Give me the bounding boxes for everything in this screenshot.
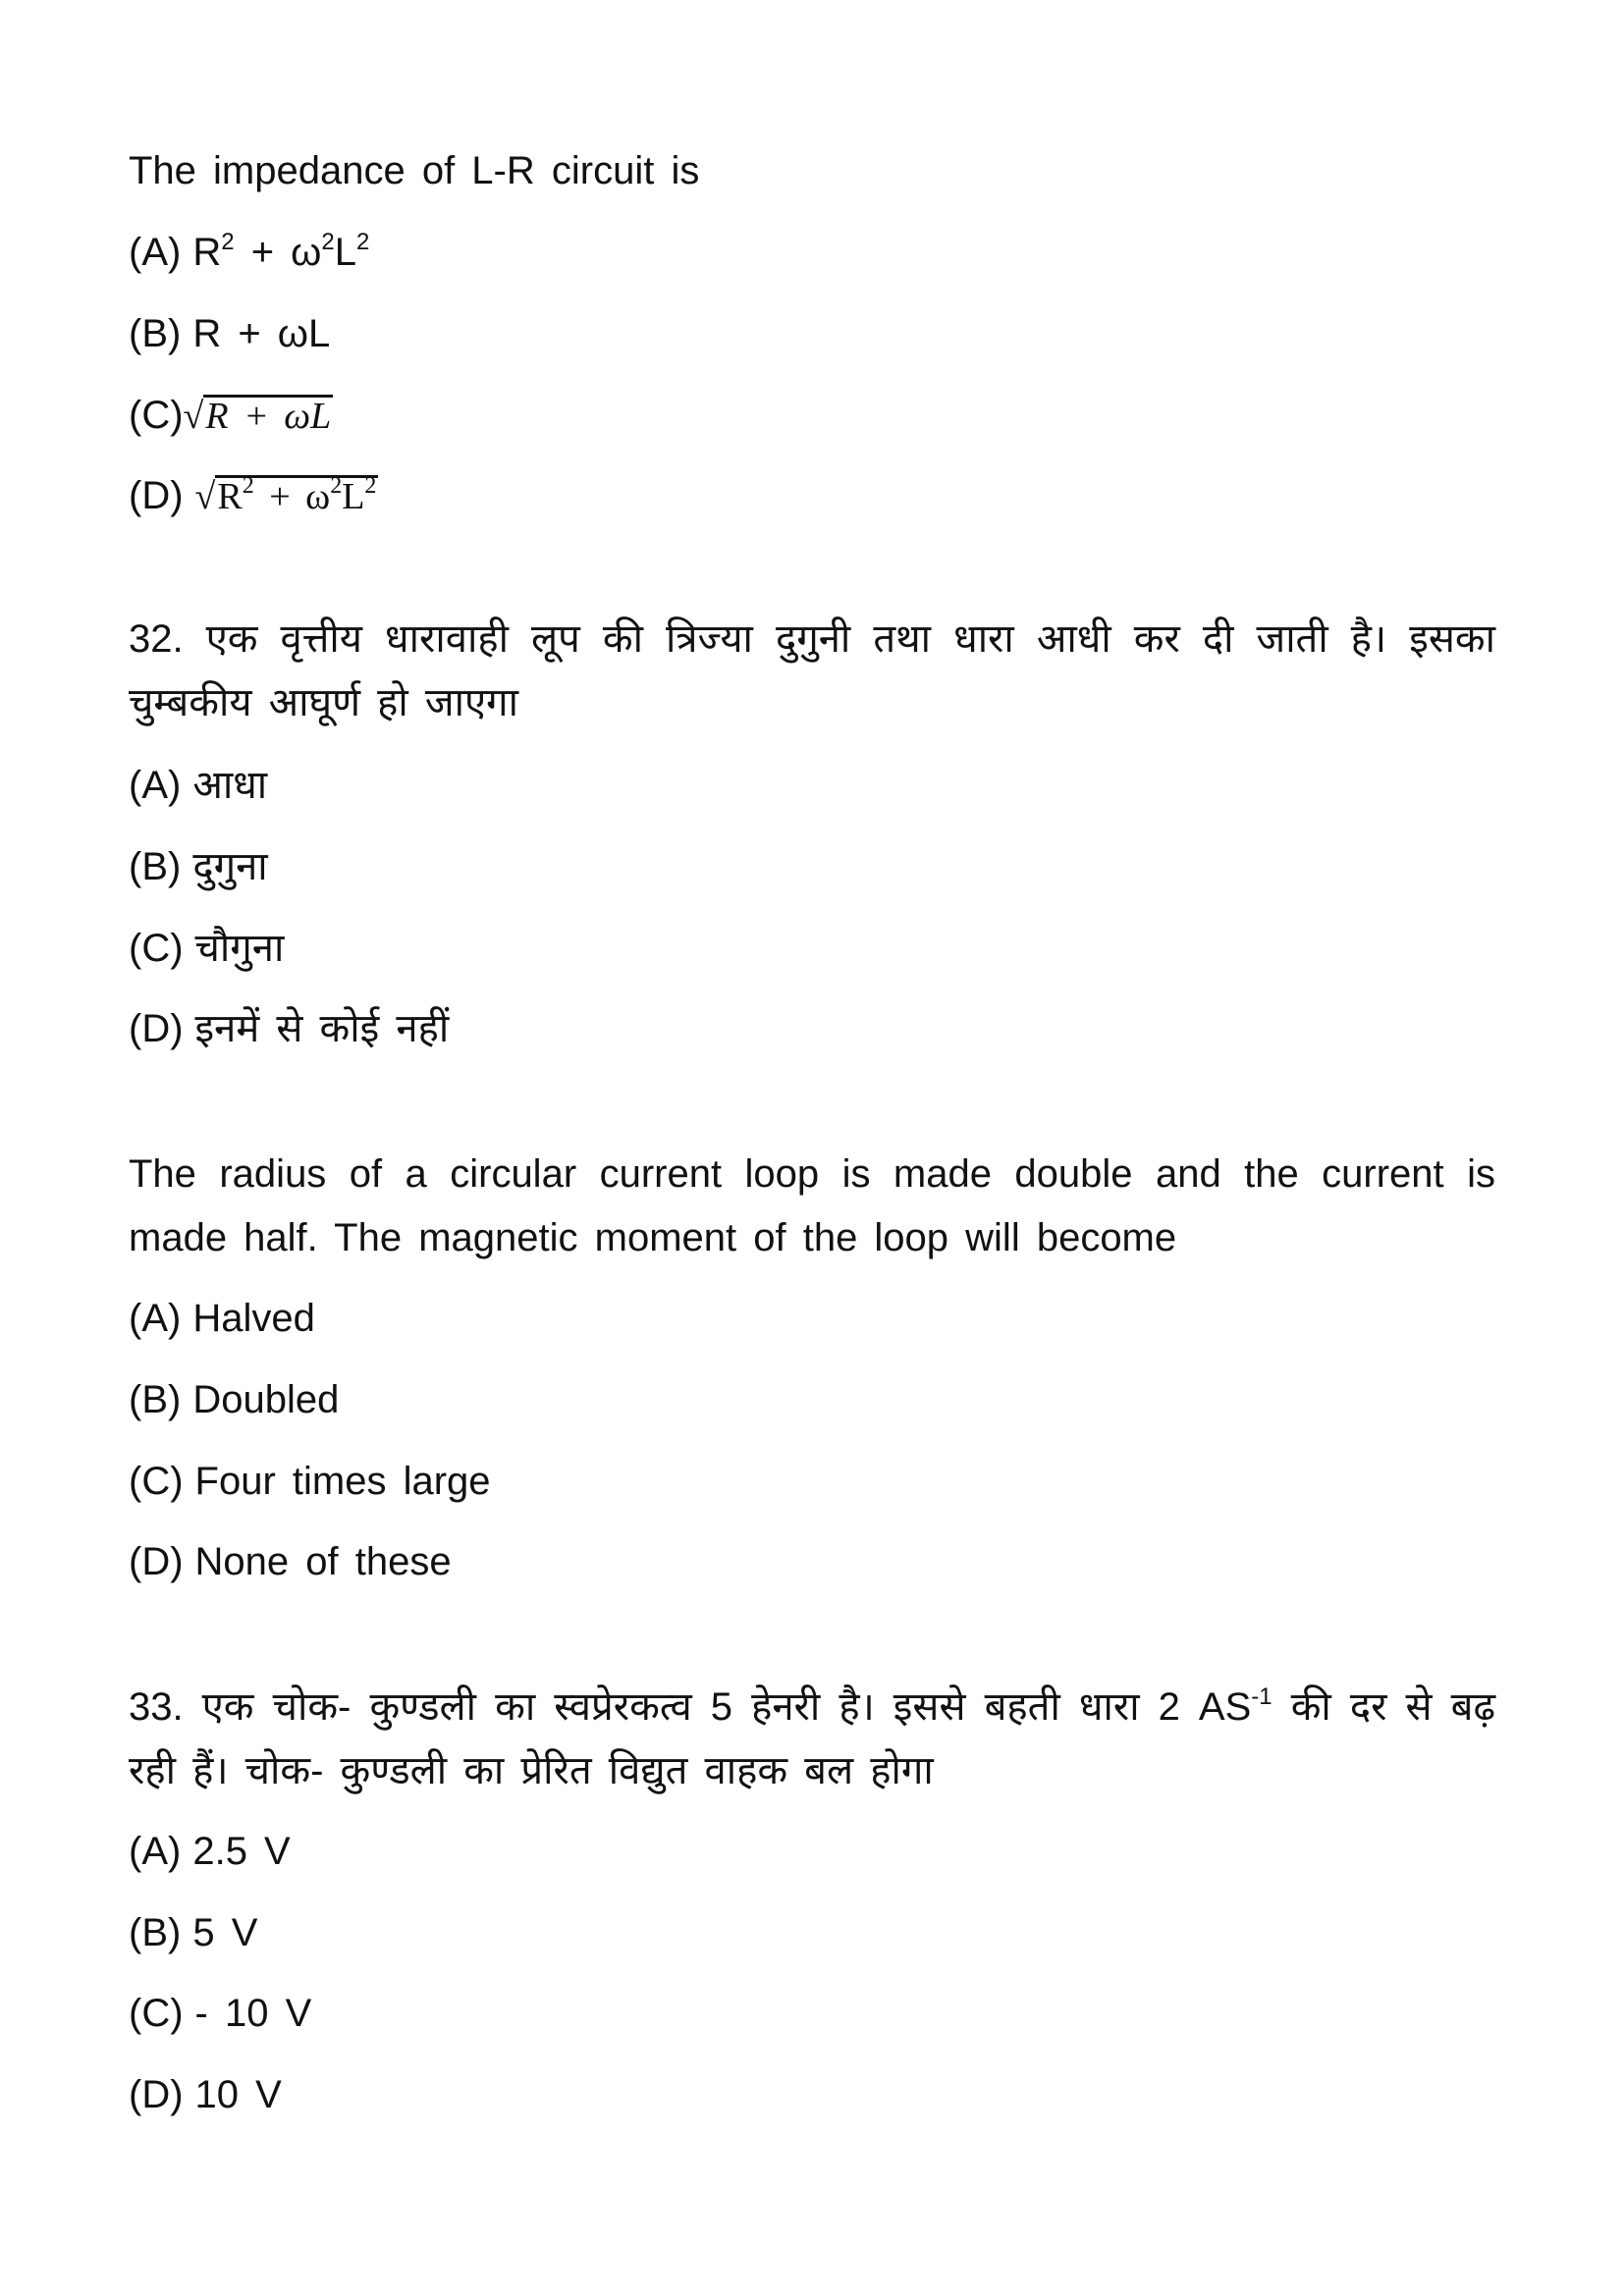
option-text: None of these — [194, 1540, 452, 1583]
option-label: (B) — [129, 845, 182, 888]
option-d — [129, 1005, 449, 1052]
math-term: L — [342, 476, 365, 517]
option-text: R + ωL — [205, 396, 332, 437]
superscript: 2 — [221, 229, 235, 255]
option-label: (C) — [129, 394, 184, 437]
option-a — [129, 762, 267, 809]
option-label: (D) — [129, 2073, 184, 2116]
math-term: + ω — [253, 476, 331, 517]
question-q32-hi: 32. एक वृत्तीय धारावाही लूप की त्रिज्या दुगुनी तथा धारा आधी कर दी जाती है। इसका चुम्बकीय आघूर्ण हो जाएगा — [129, 617, 1495, 724]
question-q33-hi — [129, 1676, 1495, 1803]
radicand — [215, 475, 378, 515]
superscript: 2 — [364, 473, 377, 499]
option-d — [129, 472, 378, 520]
superscript: -1 — [1251, 1683, 1272, 1710]
option-label: (A) — [129, 1830, 182, 1873]
option-d — [129, 1538, 452, 1585]
option-label: (C) — [129, 927, 184, 970]
option-c — [129, 1990, 311, 2037]
option-b — [129, 1909, 257, 1956]
option-label: (A) — [129, 231, 182, 274]
question-q32-en: The radius of a circular current loop is made double and the current is made half. The magnetic moment of the loop will become — [129, 1152, 1495, 1259]
option-text: 2.5 V — [192, 1830, 291, 1873]
option-text: - 10 V — [194, 1992, 312, 2035]
option-label: (B) — [129, 312, 182, 355]
option-text: 5 V — [192, 1911, 258, 1954]
question-text: की दर से बढ़ रही हैं। चोक- कुण्डली का प्रेरित विद्युत वाहक बल होगा — [129, 1685, 1495, 1792]
math-term: R — [192, 231, 222, 274]
question-q31-en: The impedance of L-R circuit is — [129, 149, 700, 192]
superscript: 2 — [356, 229, 370, 255]
option-b — [129, 1376, 339, 1423]
superscript: 2 — [330, 473, 343, 499]
option-text: 10 V — [194, 2073, 282, 2116]
option-label: (A) — [129, 764, 182, 807]
math-term: L — [334, 231, 357, 274]
option-label: (C) — [129, 1460, 184, 1503]
option-text: Halved — [192, 1297, 315, 1340]
sqrt-icon: √ — [183, 396, 204, 437]
math-term: + ω — [234, 231, 322, 274]
option-d — [129, 2071, 282, 2118]
option-b — [129, 310, 330, 357]
option-text: दुगुना — [192, 845, 268, 888]
option-a — [129, 229, 369, 276]
superscript: 2 — [242, 473, 254, 499]
option-label: (B) — [129, 1911, 182, 1954]
option-a — [129, 1295, 315, 1342]
option-c — [129, 925, 284, 972]
option-text: Four times large — [194, 1460, 491, 1503]
option-a — [129, 1828, 291, 1875]
option-text: R + ωL — [192, 312, 331, 355]
option-c — [129, 1458, 491, 1505]
option-label: (B) — [129, 1378, 182, 1421]
option-label: (D) — [129, 1007, 184, 1050]
option-text: आधा — [192, 764, 268, 807]
option-label: (D) — [129, 474, 184, 517]
superscript: 2 — [321, 229, 335, 255]
sqrt-icon: √ — [194, 476, 216, 517]
option-text: इनमें से कोई नहीं — [194, 1007, 450, 1050]
option-label: (A) — [129, 1297, 182, 1340]
option-text: चौगुना — [194, 927, 285, 970]
option-label: (D) — [129, 1540, 184, 1583]
option-label: (C) — [129, 1992, 184, 2035]
option-c — [129, 392, 333, 440]
math-term: R — [217, 476, 243, 517]
question-text: 33. एक चोक- कुण्डली का स्वप्रेरकत्व 5 हेनरी है। इससे बहती धारा 2 AS — [129, 1685, 1252, 1729]
option-b — [129, 843, 268, 890]
option-text: Doubled — [192, 1378, 340, 1421]
